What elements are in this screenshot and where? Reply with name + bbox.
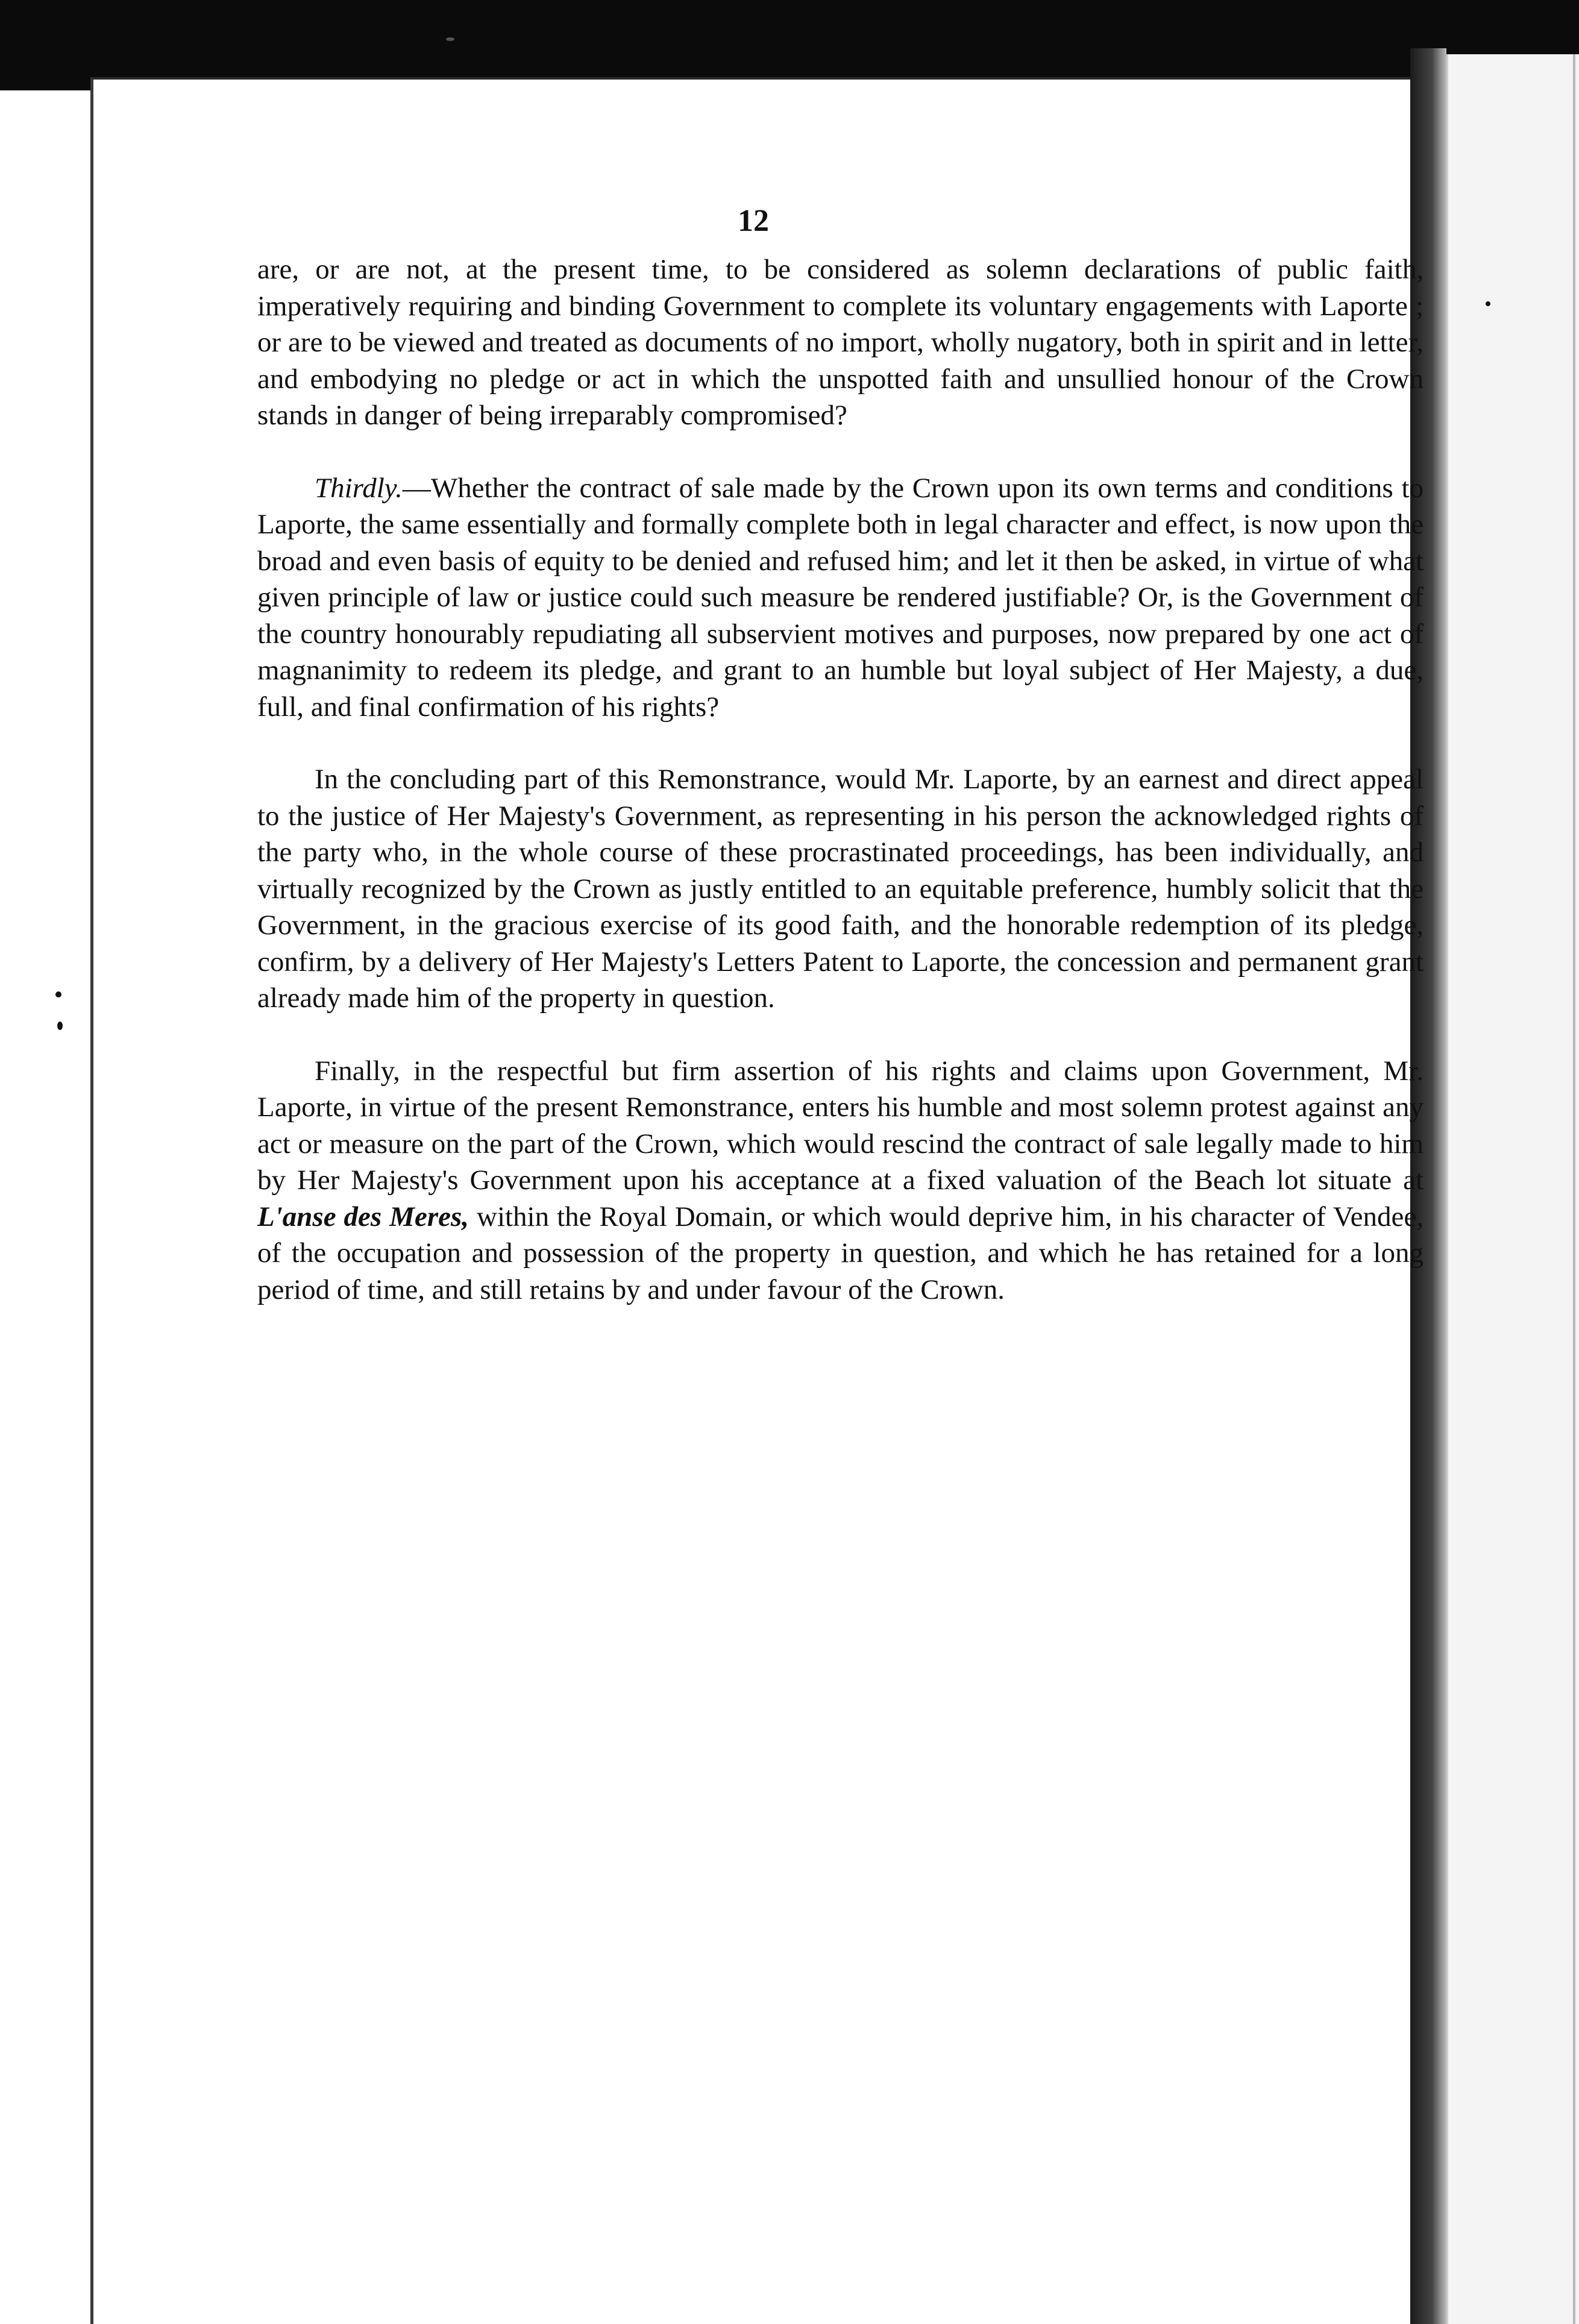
paragraph-1 [257,251,1424,434]
paragraph-4-text-after: within the Royal Domain, or which would deprive him, in his character of Vendee, of the occupation and possession of the property in question, and which he has retained for a long period of time, and still retains by and under favour of the Crown. [257,1201,1424,1305]
scan-speck [1486,301,1490,306]
adjacent-page-rule [1573,54,1575,2324]
page-number: 12 [738,204,769,238]
adjacent-page-edge [1446,54,1579,2324]
paragraph-4 [257,1053,1424,1308]
paragraph-4-place-name: L'anse des Meres, [257,1201,469,1233]
scan-speck [57,1022,63,1030]
document-body [257,251,1424,1344]
document-page [90,77,1424,2324]
paragraph-1-text: are, or are not, at the present time, to be considered as solemn declarations of public faith, imperatively requiring and binding Government to complete its voluntary engagements with Laporte ; or are to be viewed and treated as documents of no import, wholly nugatory, both in spirit and in letter, and embodying no pledge or act in which the unspotted faith and unsullied honour of the Crown stands in danger of being irreparably compromised? [257,254,1424,431]
scan-speck [446,37,454,41]
scan-speck [55,991,61,997]
paragraph-2-lead: Thirdly. [315,472,403,504]
paragraph-3-text: In the concluding part of this Remonstrance, would Mr. Laporte, by an earnest and direct appeal to the justice of Her Majesty's Government, as representing in his person the acknowledged rights of the party who, in the whole course of these procrastinated proceedings, has been individually, and virtually recognized by the Crown as justly entitled to an equitable preference, humbly solicit that the Government, in the gracious exercise of its good faith, and the honorable redemption of its pledge, confirm, by a delivery of Her Majesty's Letters Patent to Laporte, the concession and permanent grant already made him of the property in question. [257,764,1424,1014]
paragraph-4-text-before: Finally, in the respectful but firm assertion of his rights and claims upon Government, Mr. Laporte, in virtue of the present Remonstrance, enters his humble and most solemn protest against any act or measure on the part of the Crown, which would rescind the contract of sale legally made to him by Her Majesty's Government upon his acceptance at a fixed valuation of the Beach lot situate at [257,1055,1424,1196]
paragraph-3 [257,761,1424,1017]
paragraph-2-text: —Whether the contract of sale made by the Crown upon its own terms and conditions to Laporte, the same essentially and formally complete both in legal character and effect, is now upon the broad and even basis of equity to be denied and refused him; and let it then be asked, in virtue of what given principle of law or justice could such measure be rendered justifiable? Or, is the Government of the country honourably repudiating all subservient motives and purposes, now prepared by one act of magnanimity to redeem its pledge, and grant to an humble but loyal subject of Her Majesty, a due, full, and final confirmation of his rights? [257,472,1424,723]
paragraph-2 [257,470,1424,726]
